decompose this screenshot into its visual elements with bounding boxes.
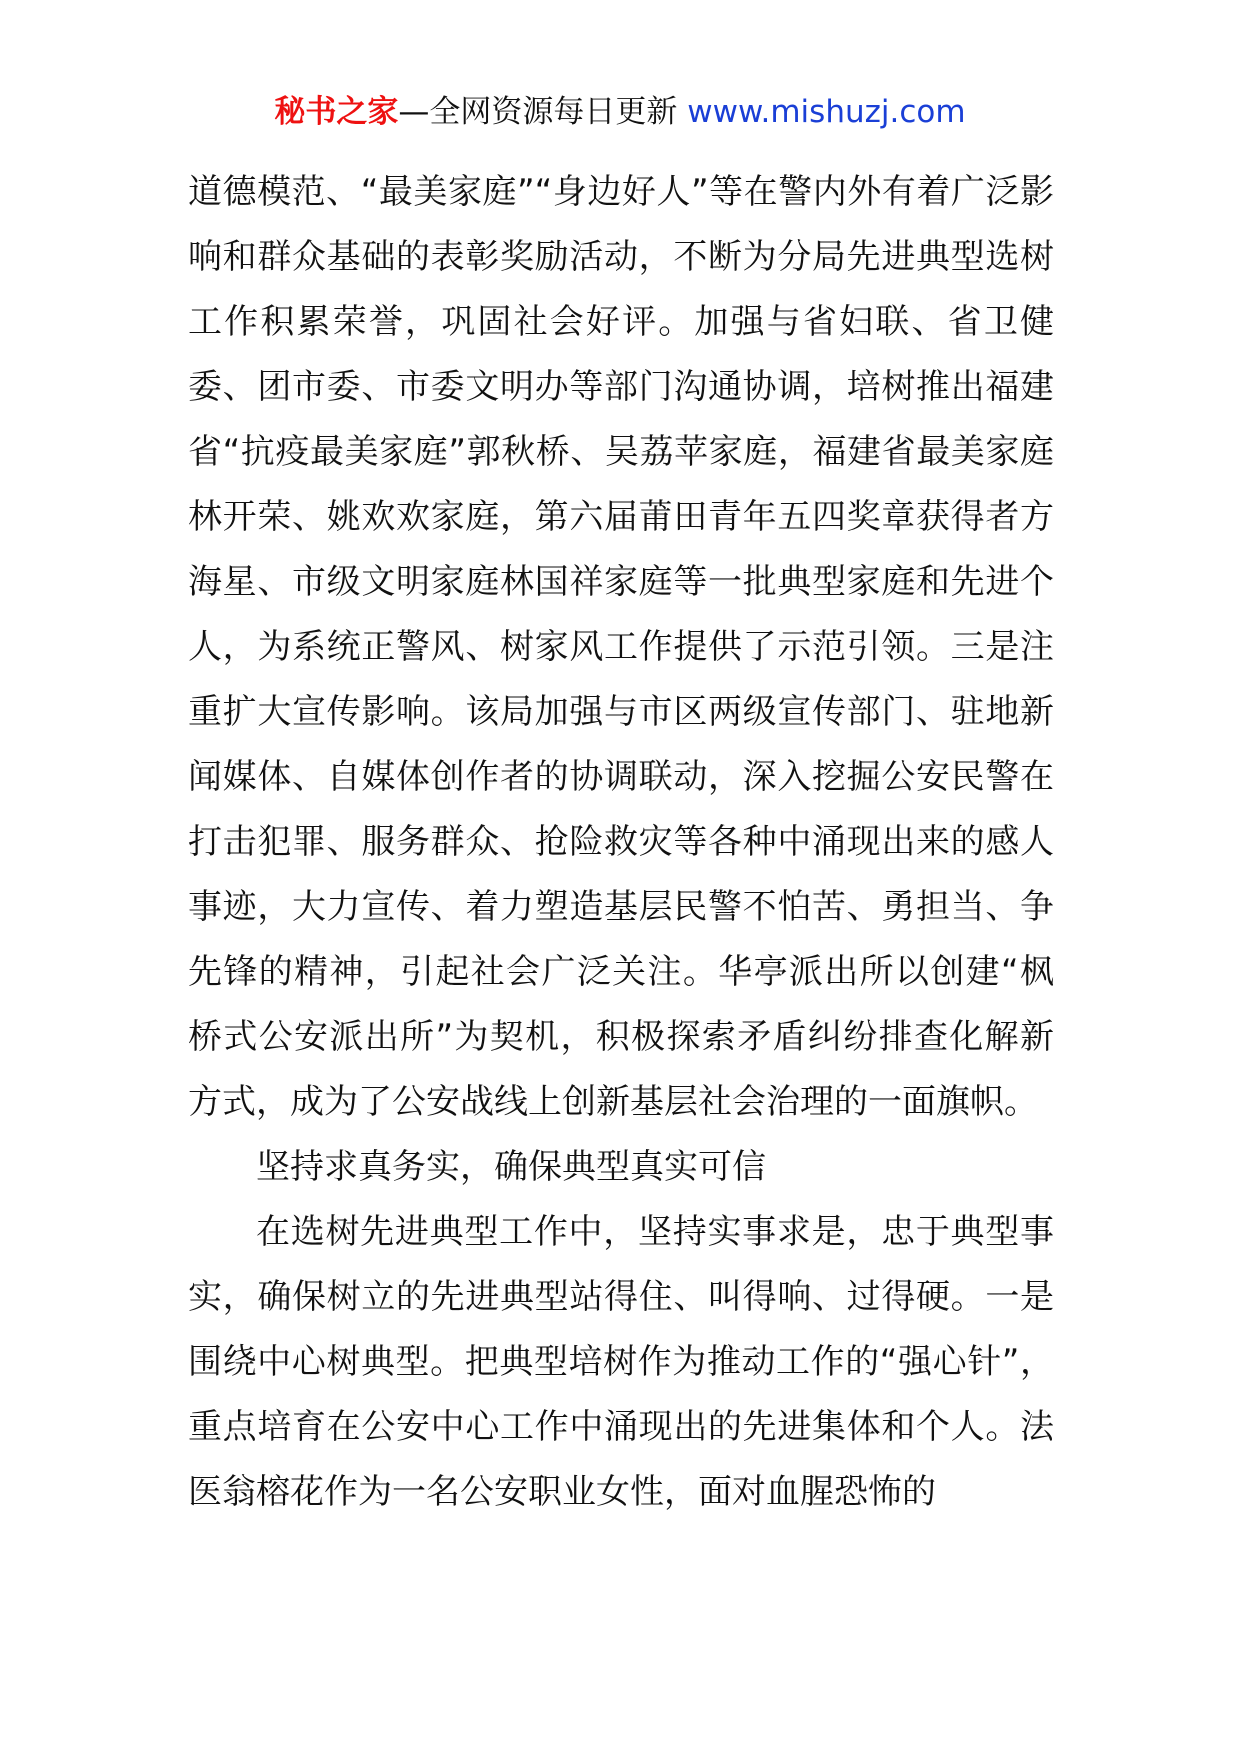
site-brand: 秘书之家 <box>274 94 399 130</box>
page-header <box>0 92 1240 132</box>
site-tagline: —全网资源每日更新 <box>398 94 678 130</box>
document-body <box>188 160 1054 1525</box>
section-heading: 坚持求真务实，确保典型真实可信 <box>256 1147 766 1187</box>
paragraph: 在选树先进典型工作中，坚持实事求是，忠于典型事实，确保树立的先进典型站得住、叫得响、过得硬。一是围绕中心树典型。把典型培树作为推动工作的“强心针”，重点培育在公安中心工作中涌现出的先进集体和个人。法医翁榕花作为一名公安职业女性，面对血腥恐怖的 <box>188 1212 1054 1512</box>
site-url-link[interactable]: www.mishuzj.com <box>687 94 966 130</box>
paragraph-continued: 道德模范、“最美家庭”“身边好人”等在警内外有着广泛影响和群众基础的表彰奖励活动，不断为分局先进典型选树工作积累荣誉，巩固社会好评。加强与省妇联、省卫健委、团市委、市委文明办等部门沟通协调，培树推出福建省“抗疫最美家庭”郭秋桥、吴荔苹家庭，福建省最美家庭林开荣、姚欢欢家庭，第六届莆田青年五四奖章获得者方海星、市级文明家庭林国祥家庭等一批典型家庭和先进个人，为系统正警风、树家风工作提供了示范引领。三是注重扩大宣传影响。该局加强与市区两级宣传部门、驻地新闻媒体、自媒体创作者的协调联动，深入挖掘公安民警在打击犯罪、服务群众、抢险救灾等各种中涌现出来的感人事迹，大力宣传、着力塑造基层民警不怕苦、勇担当、争先锋的精神，引起社会广泛关注。华亭派出所以创建“枫桥式公安派出所”为契机，积极探索矛盾纠纷排查化解新方式，成为了公安战线上创新基层社会治理的一面旗帜。 <box>188 172 1054 1122</box>
